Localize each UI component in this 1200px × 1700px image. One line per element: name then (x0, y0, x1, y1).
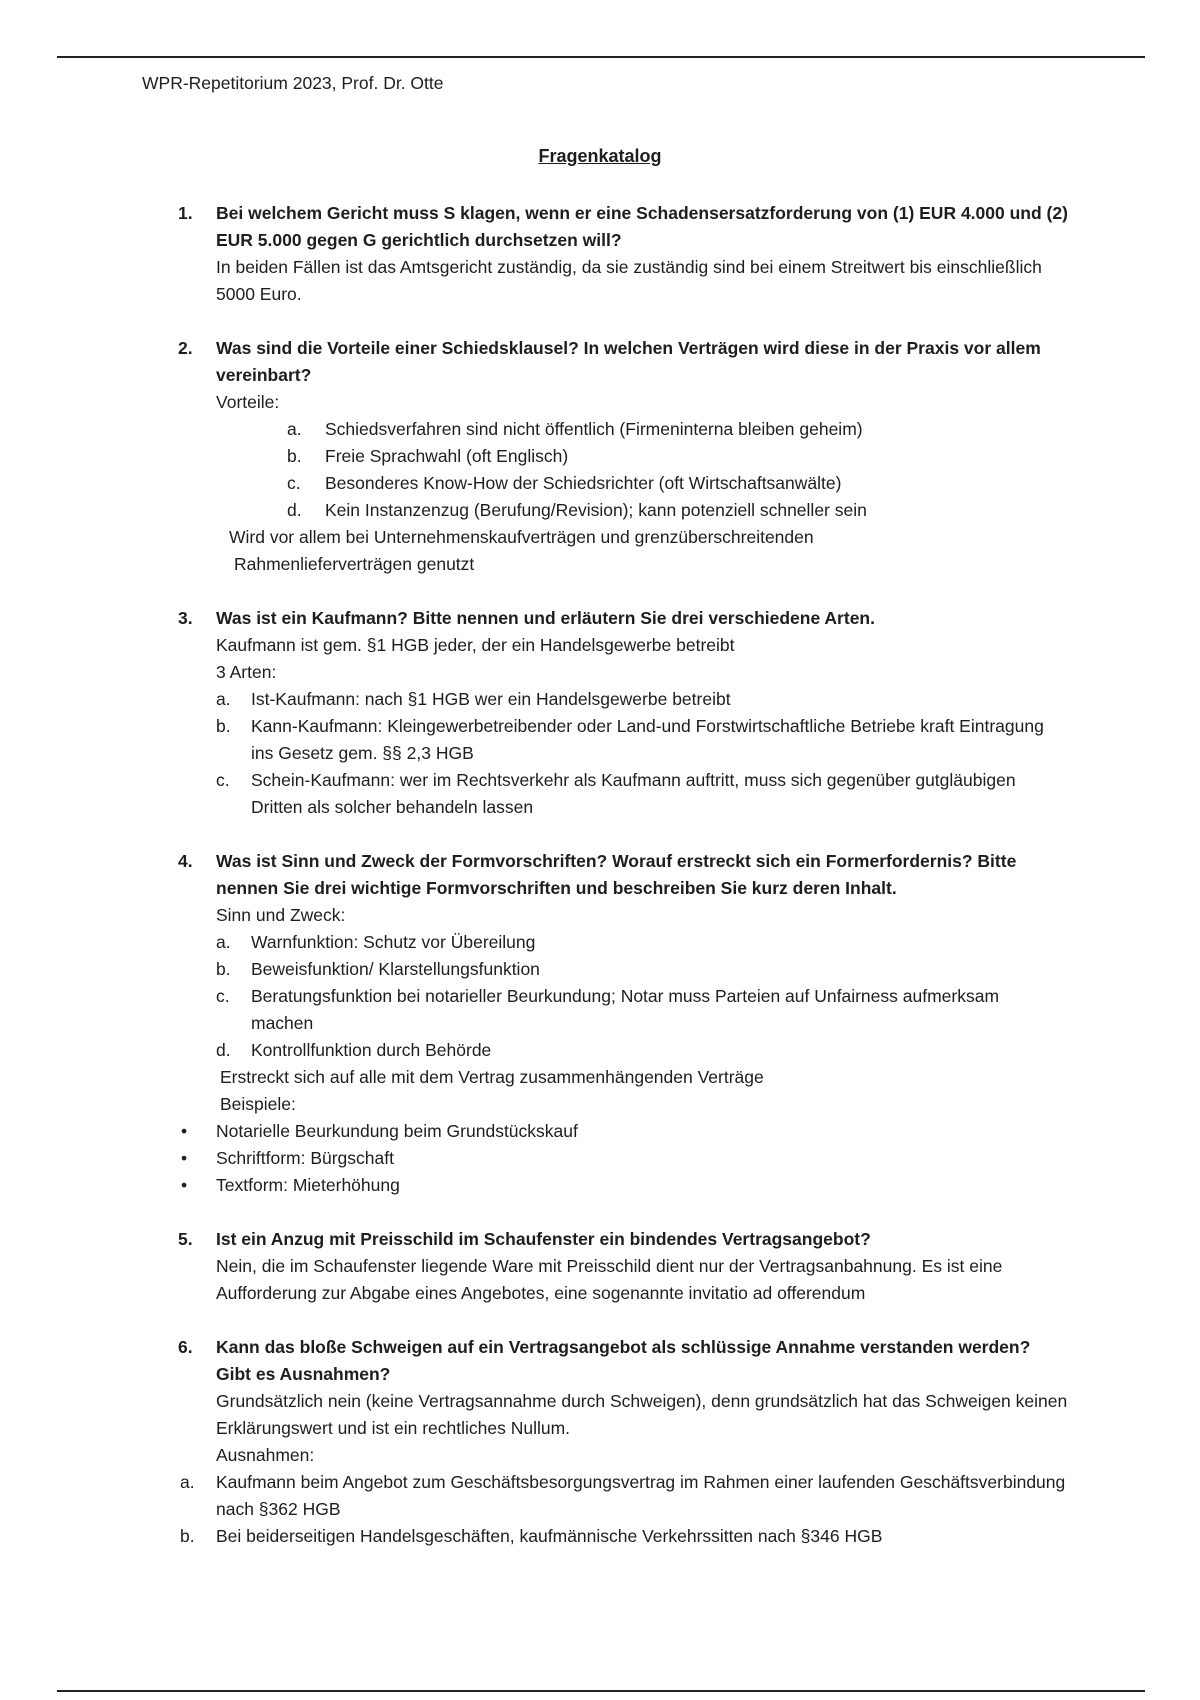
page-header: WPR-Repetitorium 2023, Prof. Dr. Otte (142, 73, 444, 93)
question-text: Kann das bloße Schweigen auf ein Vertragsangebot als schlüssige Annahme verstanden werden? Gibt es Ausnahmen? (216, 1337, 1031, 1384)
list-item-text: Kontrollfunktion durch Behörde (251, 1040, 492, 1060)
list-item-text: Besonderes Know-How der Schiedsrichter (oft Wirtschaftsanwälte) (325, 473, 842, 493)
question-number: 4. (178, 851, 193, 871)
question-row (0, 200, 1200, 254)
answer-text: Rahmenlieferverträgen genutzt (234, 554, 475, 574)
bullet-item (0, 1118, 1200, 1145)
question-2 (0, 335, 1200, 578)
list-item (0, 686, 1200, 713)
page-title: Fragenkatalog (538, 146, 662, 166)
list-item-text: Kaufmann beim Angebot zum Geschäftsbesorgungsvertrag im Rahmen einer laufenden Geschäftsverbindung nach §362 HGB (216, 1472, 1066, 1519)
question-row (0, 605, 1200, 632)
list-item-text: Kann-Kaufmann: Kleingewerbetreibender oder Land-und Forstwirtschaftliche Betriebe kraft Eintragung ins Gesetz gem. §§ 2,3 HGB (251, 716, 1044, 763)
list-item (0, 443, 1200, 470)
list-marker: c. (216, 770, 230, 790)
list-marker: a. (180, 1472, 195, 1492)
question-text: Was ist Sinn und Zweck der Formvorschriften? Worauf erstreckt sich ein Formerfordernis? Bitte nennen Sie drei wichtige Formvorschriften und beschreiben Sie kurz deren Inhalt. (216, 851, 1017, 898)
list-marker: b. (180, 1526, 195, 1546)
answer-text: Erstreckt sich auf alle mit dem Vertrag zusammenhängenden Verträge (220, 1067, 764, 1087)
list-item (0, 713, 1200, 767)
list-marker: d. (287, 500, 302, 520)
question-row (0, 1226, 1200, 1253)
question-list (0, 200, 1200, 1577)
list-marker: c. (287, 473, 301, 493)
question-number: 2. (178, 338, 193, 358)
list-item (0, 470, 1200, 497)
question-3 (0, 605, 1200, 821)
list-item (0, 1469, 1200, 1523)
question-number: 3. (178, 608, 193, 628)
list-item (0, 767, 1200, 821)
bullet-item (0, 1145, 1200, 1172)
list-marker: d. (216, 1040, 231, 1060)
list-item (0, 497, 1200, 524)
list-item-text: Beweisfunktion/ Klarstellungsfunktion (251, 959, 540, 979)
list-item (0, 1523, 1200, 1550)
answer-text: In beiden Fällen ist das Amtsgericht zuständig, da sie zuständig sind bei einem Streitwert bis einschließlich 5000 Euro. (216, 257, 1042, 304)
list-item-text: Freie Sprachwahl (oft Englisch) (325, 446, 569, 466)
list-item (0, 416, 1200, 443)
answer-text: Grundsätzlich nein (keine Vertragsannahme durch Schweigen), denn grundsätzlich hat das Schweigen keinen Erklärungswert und ist ein rechtliches Nullum. (216, 1391, 1068, 1438)
list-item-text: Ist-Kaufmann: nach §1 HGB wer ein Handelsgewerbe betreibt (251, 689, 731, 709)
question-text: Ist ein Anzug mit Preisschild im Schaufenster ein bindendes Vertragsangebot? (216, 1229, 871, 1249)
bullet-marker: • (181, 1148, 188, 1168)
list-item-text: Beratungsfunktion bei notarieller Beurkundung; Notar muss Parteien auf Unfairness aufmerksam machen (251, 986, 1000, 1033)
question-4 (0, 848, 1200, 1199)
answer-intro: Beispiele: (220, 1094, 296, 1114)
question-row (0, 335, 1200, 389)
list-marker: a. (216, 689, 231, 709)
question-1 (0, 200, 1200, 308)
bottom-rule (57, 1690, 1145, 1692)
list-marker: a. (287, 419, 302, 439)
top-rule (57, 56, 1145, 58)
bullet-item (0, 1172, 1200, 1199)
answer-text: Nein, die im Schaufenster liegende Ware mit Preisschild dient nur der Vertragsanbahnung. Es ist eine Aufforderung zur Abgabe eines Angebotes, eine sogenannte invitatio ad offerendum (216, 1256, 1003, 1303)
list-marker: b. (287, 446, 302, 466)
question-text: Was ist ein Kaufmann? Bitte nennen und erläutern Sie drei verschiedene Arten. (216, 608, 875, 628)
list-item (0, 983, 1200, 1037)
bullet-marker: • (181, 1121, 188, 1141)
list-marker: b. (216, 716, 231, 736)
question-number: 1. (178, 203, 193, 223)
bullet-text: Notarielle Beurkundung beim Grundstückskauf (216, 1121, 578, 1141)
answer-intro: 3 Arten: (216, 662, 277, 682)
list-item-text: Warnfunktion: Schutz vor Übereilung (251, 932, 536, 952)
question-number: 6. (178, 1337, 193, 1357)
bullet-marker: • (181, 1175, 188, 1195)
list-item-text: Kein Instanzenzug (Berufung/Revision); kann potenziell schneller sein (325, 500, 867, 520)
question-text: Bei welchem Gericht muss S klagen, wenn er eine Schadensersatzforderung von (1) EUR 4.000 und (2) EUR 5.000 gegen G gerichtlich durchsetzen will? (216, 203, 1068, 250)
list-marker: b. (216, 959, 231, 979)
question-6 (0, 1334, 1200, 1550)
question-row (0, 848, 1200, 902)
list-marker: a. (216, 932, 231, 952)
list-item-text: Schein-Kaufmann: wer im Rechtsverkehr als Kaufmann auftritt, muss sich gegenüber gutgläubigen Dritten als solcher behandeln lassen (251, 770, 1016, 817)
list-item (0, 956, 1200, 983)
answer-text: Wird vor allem bei Unternehmenskaufverträgen und grenzüberschreitenden (229, 527, 814, 547)
question-5 (0, 1226, 1200, 1307)
question-row (0, 1334, 1200, 1388)
list-item (0, 929, 1200, 956)
question-number: 5. (178, 1229, 193, 1249)
list-item (0, 1037, 1200, 1064)
bullet-text: Schriftform: Bürgschaft (216, 1148, 394, 1168)
bullet-text: Textform: Mieterhöhung (216, 1175, 400, 1195)
answer-intro: Vorteile: (216, 392, 280, 412)
list-marker: c. (216, 986, 230, 1006)
answer-intro: Ausnahmen: (216, 1445, 315, 1465)
question-text: Was sind die Vorteile einer Schiedsklausel? In welchen Verträgen wird diese in der Praxis vor allem vereinbart? (216, 338, 1041, 385)
list-item-text: Bei beiderseitigen Handelsgeschäften, kaufmännische Verkehrssitten nach §346 HGB (216, 1526, 883, 1546)
answer-intro: Sinn und Zweck: (216, 905, 346, 925)
answer-text: Kaufmann ist gem. §1 HGB jeder, der ein Handelsgewerbe betreibt (216, 635, 735, 655)
list-item-text: Schiedsverfahren sind nicht öffentlich (Firmeninterna bleiben geheim) (325, 419, 863, 439)
